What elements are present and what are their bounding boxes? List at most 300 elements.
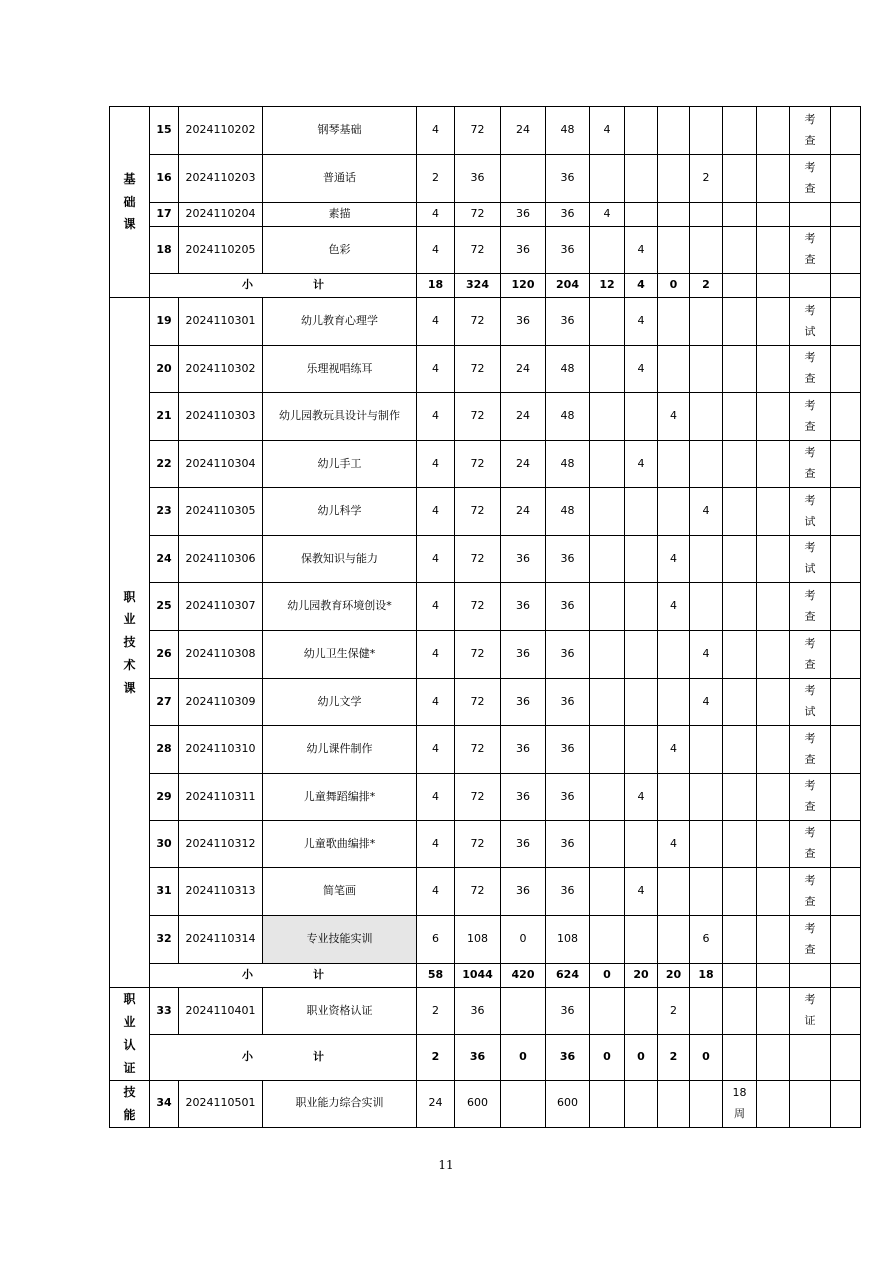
category-char: 术 bbox=[123, 657, 136, 672]
semester-5-hours bbox=[723, 1081, 757, 1128]
total-hours-cell: 72 bbox=[455, 631, 501, 679]
remark-cell bbox=[831, 631, 861, 679]
course-number: 17 bbox=[150, 203, 179, 227]
table-row bbox=[110, 726, 861, 774]
course-number: 34 bbox=[150, 1081, 179, 1128]
table-row bbox=[110, 583, 861, 631]
assessment-char: 查 bbox=[804, 752, 816, 766]
semester-4-hours bbox=[690, 868, 723, 916]
remark-cell bbox=[831, 1081, 861, 1128]
table-row bbox=[110, 107, 861, 155]
curriculum-table bbox=[109, 106, 861, 1128]
course-name: 保教知识与能力 bbox=[263, 536, 417, 583]
semester-3-hours: 4 bbox=[658, 821, 690, 868]
credits-cell: 4 bbox=[417, 821, 455, 868]
semester-2-hours bbox=[625, 916, 658, 964]
semester-1-hours bbox=[590, 536, 625, 583]
subtotal-row bbox=[110, 1035, 861, 1081]
table-row bbox=[110, 298, 861, 346]
semester-6-hours bbox=[757, 536, 790, 583]
semester-3-hours bbox=[658, 1081, 690, 1128]
semester-4-hours bbox=[690, 536, 723, 583]
semester-2-hours: 4 bbox=[625, 868, 658, 916]
semester-5-hours bbox=[723, 441, 757, 488]
course-name: 幼儿课件制作 bbox=[263, 726, 417, 774]
course-code: 2024110314 bbox=[179, 916, 263, 964]
semester-2-hours bbox=[625, 393, 658, 441]
practice-hours-cell: 600 bbox=[546, 1081, 590, 1128]
semester-5-hours bbox=[723, 227, 757, 274]
credits-cell: 4 bbox=[417, 227, 455, 274]
assessment-char: 考 bbox=[804, 493, 816, 507]
practice-hours-cell: 36 bbox=[546, 536, 590, 583]
assessment-method bbox=[790, 346, 831, 393]
semester-6-hours bbox=[757, 203, 790, 227]
semester-3-hours bbox=[658, 441, 690, 488]
subtotal-empty-cell bbox=[723, 1035, 757, 1081]
assessment-method bbox=[790, 821, 831, 868]
course-code: 2024110310 bbox=[179, 726, 263, 774]
theory-hours-cell: 36 bbox=[501, 203, 546, 227]
course-name: 幼儿卫生保健* bbox=[263, 631, 417, 679]
assessment-char: 考 bbox=[804, 446, 816, 460]
semester-5-hours bbox=[723, 726, 757, 774]
semester-3-hours bbox=[658, 203, 690, 227]
course-number: 24 bbox=[150, 536, 179, 583]
table-row bbox=[110, 536, 861, 583]
subtotal-total-hours: 324 bbox=[455, 274, 501, 298]
subtotal-theory-hours: 0 bbox=[501, 1035, 546, 1081]
total-hours-cell: 72 bbox=[455, 488, 501, 536]
subtotal-empty-cell bbox=[831, 964, 861, 988]
category-char: 课 bbox=[123, 680, 136, 695]
semester-2-hours: 4 bbox=[625, 227, 658, 274]
practice-hours-cell: 36 bbox=[546, 821, 590, 868]
credits-cell: 4 bbox=[417, 346, 455, 393]
assessment-method bbox=[790, 679, 831, 726]
course-code: 2024110312 bbox=[179, 821, 263, 868]
table-row bbox=[110, 346, 861, 393]
assessment-char: 考 bbox=[804, 684, 816, 698]
course-name: 幼儿教育心理学 bbox=[263, 298, 417, 346]
semester-6-hours bbox=[757, 583, 790, 631]
course-number: 33 bbox=[150, 988, 179, 1035]
subtotal-row bbox=[110, 964, 861, 988]
assessment-method bbox=[790, 488, 831, 536]
subtotal-sem2: 0 bbox=[625, 1035, 658, 1081]
course-code: 2024110311 bbox=[179, 774, 263, 821]
assessment-char: 考 bbox=[804, 541, 816, 555]
theory-hours-cell: 36 bbox=[501, 774, 546, 821]
total-hours-cell: 72 bbox=[455, 536, 501, 583]
semester-3-hours bbox=[658, 916, 690, 964]
weeks-text: 18 bbox=[732, 1085, 747, 1099]
total-hours-cell: 72 bbox=[455, 868, 501, 916]
assessment-char: 考 bbox=[804, 160, 816, 174]
assessment-method bbox=[790, 155, 831, 203]
course-name: 儿童歌曲编排* bbox=[263, 821, 417, 868]
remark-cell bbox=[831, 488, 861, 536]
course-code: 2024110204 bbox=[179, 203, 263, 227]
course-number: 31 bbox=[150, 868, 179, 916]
semester-3-hours: 4 bbox=[658, 583, 690, 631]
semester-1-hours bbox=[590, 988, 625, 1035]
remark-cell bbox=[831, 868, 861, 916]
semester-4-hours bbox=[690, 441, 723, 488]
assessment-method bbox=[790, 227, 831, 274]
total-hours-cell: 72 bbox=[455, 679, 501, 726]
course-number: 19 bbox=[150, 298, 179, 346]
course-number: 26 bbox=[150, 631, 179, 679]
credits-cell: 4 bbox=[417, 726, 455, 774]
practice-hours-cell: 36 bbox=[546, 298, 590, 346]
weeks-text: 周 bbox=[734, 1106, 745, 1120]
semester-4-hours bbox=[690, 821, 723, 868]
semester-1-hours bbox=[590, 227, 625, 274]
semester-3-hours bbox=[658, 868, 690, 916]
subtotal-empty-cell bbox=[790, 274, 831, 298]
assessment-char: 查 bbox=[804, 847, 816, 860]
assessment-char: 考 bbox=[804, 232, 816, 246]
subtotal-credits: 2 bbox=[417, 1035, 455, 1081]
semester-3-hours bbox=[658, 774, 690, 821]
semester-5-hours bbox=[723, 155, 757, 203]
semester-4-hours bbox=[690, 298, 723, 346]
semester-1-hours bbox=[590, 1081, 625, 1128]
semester-3-hours bbox=[658, 155, 690, 203]
course-name: 职业能力综合实训 bbox=[263, 1081, 417, 1128]
semester-6-hours bbox=[757, 298, 790, 346]
subtotal-sem3: 0 bbox=[658, 274, 690, 298]
course-code: 2024110302 bbox=[179, 346, 263, 393]
semester-2-hours bbox=[625, 988, 658, 1035]
theory-hours-cell bbox=[501, 155, 546, 203]
semester-4-hours bbox=[690, 227, 723, 274]
semester-4-hours bbox=[690, 107, 723, 155]
theory-hours-cell: 0 bbox=[501, 916, 546, 964]
semester-1-hours bbox=[590, 488, 625, 536]
semester-1-hours bbox=[590, 679, 625, 726]
subtotal-empty-cell bbox=[831, 274, 861, 298]
semester-6-hours bbox=[757, 726, 790, 774]
assessment-method bbox=[790, 107, 831, 155]
assessment-char: 考 bbox=[804, 826, 816, 840]
theory-hours-cell: 24 bbox=[501, 441, 546, 488]
semester-2-hours bbox=[625, 536, 658, 583]
assessment-char: 查 bbox=[804, 372, 816, 385]
course-name: 幼儿科学 bbox=[263, 488, 417, 536]
semester-5-hours bbox=[723, 821, 757, 868]
table-row bbox=[110, 1081, 861, 1128]
semester-6-hours bbox=[757, 393, 790, 441]
semester-3-hours bbox=[658, 631, 690, 679]
semester-3-hours bbox=[658, 107, 690, 155]
theory-hours-cell: 36 bbox=[501, 726, 546, 774]
semester-1-hours bbox=[590, 631, 625, 679]
course-name: 幼儿园教育环境创设* bbox=[263, 583, 417, 631]
practice-hours-cell: 36 bbox=[546, 774, 590, 821]
table-row bbox=[110, 774, 861, 821]
assessment-method bbox=[790, 774, 831, 821]
credits-cell: 4 bbox=[417, 536, 455, 583]
table-row bbox=[110, 441, 861, 488]
assessment-char: 考 bbox=[804, 779, 816, 793]
semester-2-hours: 4 bbox=[625, 441, 658, 488]
course-number: 23 bbox=[150, 488, 179, 536]
practice-hours-cell: 36 bbox=[546, 155, 590, 203]
course-name: 职业资格认证 bbox=[263, 988, 417, 1035]
practice-hours-cell: 48 bbox=[546, 441, 590, 488]
credits-cell: 6 bbox=[417, 916, 455, 964]
theory-hours-cell bbox=[501, 1081, 546, 1128]
course-number: 15 bbox=[150, 107, 179, 155]
category-char: 证 bbox=[123, 1060, 136, 1075]
assessment-char: 试 bbox=[804, 705, 816, 718]
theory-hours-cell: 36 bbox=[501, 227, 546, 274]
semester-2-hours bbox=[625, 679, 658, 726]
practice-hours-cell: 36 bbox=[546, 631, 590, 679]
assessment-char: 查 bbox=[804, 609, 816, 623]
assessment-char: 试 bbox=[804, 324, 816, 338]
subtotal-theory-hours: 420 bbox=[501, 964, 546, 988]
course-number: 29 bbox=[150, 774, 179, 821]
credits-cell: 4 bbox=[417, 868, 455, 916]
course-number: 30 bbox=[150, 821, 179, 868]
total-hours-cell: 72 bbox=[455, 107, 501, 155]
semester-3-hours bbox=[658, 227, 690, 274]
table-row bbox=[110, 155, 861, 203]
course-name: 专业技能实训 bbox=[263, 916, 417, 964]
table-row bbox=[110, 821, 861, 868]
remark-cell bbox=[831, 298, 861, 346]
semester-5-hours bbox=[723, 203, 757, 227]
credits-cell: 4 bbox=[417, 631, 455, 679]
assessment-method bbox=[790, 916, 831, 964]
course-name: 幼儿文学 bbox=[263, 679, 417, 726]
semester-1-hours bbox=[590, 916, 625, 964]
course-code: 2024110308 bbox=[179, 631, 263, 679]
semester-5-hours bbox=[723, 868, 757, 916]
subtotal-label-right: 计 bbox=[313, 278, 324, 292]
assessment-method bbox=[790, 536, 831, 583]
subtotal-empty-cell bbox=[757, 274, 790, 298]
semester-5-hours bbox=[723, 774, 757, 821]
page-number: 11 bbox=[438, 1158, 454, 1172]
semester-2-hours bbox=[625, 203, 658, 227]
course-code: 2024110303 bbox=[179, 393, 263, 441]
course-number: 32 bbox=[150, 916, 179, 964]
course-code: 2024110205 bbox=[179, 227, 263, 274]
theory-hours-cell: 24 bbox=[501, 393, 546, 441]
practice-hours-cell: 36 bbox=[546, 203, 590, 227]
semester-6-hours bbox=[757, 679, 790, 726]
assessment-char: 考 bbox=[804, 731, 816, 745]
semester-5-hours bbox=[723, 107, 757, 155]
subtotal-empty-cell bbox=[790, 1035, 831, 1081]
semester-1-hours: 4 bbox=[590, 107, 625, 155]
semester-1-hours: 4 bbox=[590, 203, 625, 227]
assessment-char: 查 bbox=[804, 253, 816, 266]
table-row bbox=[110, 488, 861, 536]
total-hours-cell: 72 bbox=[455, 726, 501, 774]
semester-2-hours bbox=[625, 726, 658, 774]
subtotal-empty-cell bbox=[757, 1035, 790, 1081]
semester-6-hours bbox=[757, 821, 790, 868]
practice-hours-cell: 36 bbox=[546, 988, 590, 1035]
theory-hours-cell: 36 bbox=[501, 679, 546, 726]
category-char: 技 bbox=[123, 635, 136, 650]
subtotal-sem2: 4 bbox=[625, 274, 658, 298]
assessment-method bbox=[790, 1081, 831, 1128]
semester-2-hours: 4 bbox=[625, 298, 658, 346]
credits-cell: 2 bbox=[417, 988, 455, 1035]
subtotal-label-left: 小 bbox=[242, 278, 253, 292]
subtotal-sem2: 20 bbox=[625, 964, 658, 988]
semester-2-hours bbox=[625, 631, 658, 679]
semester-4-hours: 4 bbox=[690, 631, 723, 679]
remark-cell bbox=[831, 821, 861, 868]
subtotal-credits: 18 bbox=[417, 274, 455, 298]
semester-2-hours bbox=[625, 583, 658, 631]
remark-cell bbox=[831, 774, 861, 821]
credits-cell: 4 bbox=[417, 679, 455, 726]
category-char: 职 bbox=[123, 589, 136, 604]
course-name: 素描 bbox=[263, 203, 417, 227]
practice-hours-cell: 48 bbox=[546, 488, 590, 536]
subtotal-total-hours: 1044 bbox=[455, 964, 501, 988]
table-row bbox=[110, 631, 861, 679]
subtotal-label-left: 小 bbox=[242, 968, 253, 982]
semester-6-hours bbox=[757, 988, 790, 1035]
semester-4-hours bbox=[690, 774, 723, 821]
assessment-method bbox=[790, 583, 831, 631]
subtotal-practice-hours: 36 bbox=[546, 1035, 590, 1081]
total-hours-cell: 72 bbox=[455, 227, 501, 274]
assessment-char: 查 bbox=[804, 800, 816, 813]
subtotal-sem3: 20 bbox=[658, 964, 690, 988]
assessment-method bbox=[790, 988, 831, 1035]
theory-hours-cell: 36 bbox=[501, 821, 546, 868]
category-cell bbox=[110, 298, 150, 988]
semester-3-hours bbox=[658, 488, 690, 536]
course-name: 幼儿手工 bbox=[263, 441, 417, 488]
table-row bbox=[110, 227, 861, 274]
credits-cell: 4 bbox=[417, 393, 455, 441]
semester-5-hours bbox=[723, 536, 757, 583]
total-hours-cell: 108 bbox=[455, 916, 501, 964]
assessment-char: 查 bbox=[804, 181, 816, 195]
course-number: 20 bbox=[150, 346, 179, 393]
course-number: 28 bbox=[150, 726, 179, 774]
semester-6-hours bbox=[757, 774, 790, 821]
subtotal-total-hours: 36 bbox=[455, 1035, 501, 1081]
assessment-char: 试 bbox=[804, 562, 816, 575]
assessment-char: 试 bbox=[804, 514, 816, 528]
course-number: 25 bbox=[150, 583, 179, 631]
subtotal-empty-cell bbox=[831, 1035, 861, 1081]
subtotal-sem3: 2 bbox=[658, 1035, 690, 1081]
semester-1-hours bbox=[590, 298, 625, 346]
practice-hours-cell: 48 bbox=[546, 107, 590, 155]
semester-1-hours bbox=[590, 774, 625, 821]
total-hours-cell: 72 bbox=[455, 821, 501, 868]
assessment-char: 查 bbox=[804, 467, 816, 480]
assessment-method bbox=[790, 726, 831, 774]
semester-3-hours: 4 bbox=[658, 536, 690, 583]
semester-2-hours bbox=[625, 155, 658, 203]
semester-5-hours bbox=[723, 346, 757, 393]
semester-4-hours bbox=[690, 583, 723, 631]
remark-cell bbox=[831, 227, 861, 274]
course-name: 乐理视唱练耳 bbox=[263, 346, 417, 393]
semester-3-hours: 4 bbox=[658, 393, 690, 441]
subtotal-sem1: 12 bbox=[590, 274, 625, 298]
assessment-char: 考 bbox=[804, 398, 816, 412]
assessment-method bbox=[790, 298, 831, 346]
semester-4-hours: 6 bbox=[690, 916, 723, 964]
course-number: 22 bbox=[150, 441, 179, 488]
category-char: 业 bbox=[123, 1015, 136, 1030]
subtotal-label-right: 计 bbox=[313, 968, 324, 982]
semester-3-hours: 2 bbox=[658, 988, 690, 1035]
semester-2-hours bbox=[625, 821, 658, 868]
semester-6-hours bbox=[757, 631, 790, 679]
assessment-char: 考 bbox=[804, 351, 816, 365]
total-hours-cell: 36 bbox=[455, 988, 501, 1035]
practice-hours-cell: 36 bbox=[546, 583, 590, 631]
practice-hours-cell: 36 bbox=[546, 227, 590, 274]
course-code: 2024110202 bbox=[179, 107, 263, 155]
category-char: 职 bbox=[123, 992, 136, 1007]
remark-cell bbox=[831, 916, 861, 964]
subtotal-label bbox=[150, 274, 417, 298]
total-hours-cell: 72 bbox=[455, 441, 501, 488]
semester-1-hours bbox=[590, 583, 625, 631]
assessment-char: 考 bbox=[804, 588, 816, 602]
semester-1-hours bbox=[590, 726, 625, 774]
category-cell bbox=[110, 107, 150, 298]
assessment-char: 考 bbox=[804, 993, 816, 1007]
assessment-method bbox=[790, 868, 831, 916]
remark-cell bbox=[831, 155, 861, 203]
subtotal-sem1: 0 bbox=[590, 1035, 625, 1081]
assessment-method bbox=[790, 393, 831, 441]
total-hours-cell: 72 bbox=[455, 393, 501, 441]
table-row bbox=[110, 679, 861, 726]
subtotal-label bbox=[150, 964, 417, 988]
remark-cell bbox=[831, 203, 861, 227]
semester-4-hours: 4 bbox=[690, 488, 723, 536]
assessment-char: 考 bbox=[804, 303, 816, 317]
semester-2-hours: 4 bbox=[625, 346, 658, 393]
practice-hours-cell: 48 bbox=[546, 393, 590, 441]
semester-6-hours bbox=[757, 868, 790, 916]
total-hours-cell: 72 bbox=[455, 583, 501, 631]
table-row bbox=[110, 916, 861, 964]
course-code: 2024110301 bbox=[179, 298, 263, 346]
subtotal-empty-cell bbox=[723, 274, 757, 298]
assessment-char: 考 bbox=[804, 873, 816, 887]
subtotal-label-left: 小 bbox=[242, 1050, 253, 1064]
subtotal-theory-hours: 120 bbox=[501, 274, 546, 298]
assessment-char: 查 bbox=[804, 942, 816, 956]
theory-hours-cell: 36 bbox=[501, 631, 546, 679]
subtotal-label bbox=[150, 1035, 417, 1081]
semester-3-hours bbox=[658, 346, 690, 393]
subtotal-practice-hours: 624 bbox=[546, 964, 590, 988]
subtotal-credits: 58 bbox=[417, 964, 455, 988]
semester-6-hours bbox=[757, 346, 790, 393]
